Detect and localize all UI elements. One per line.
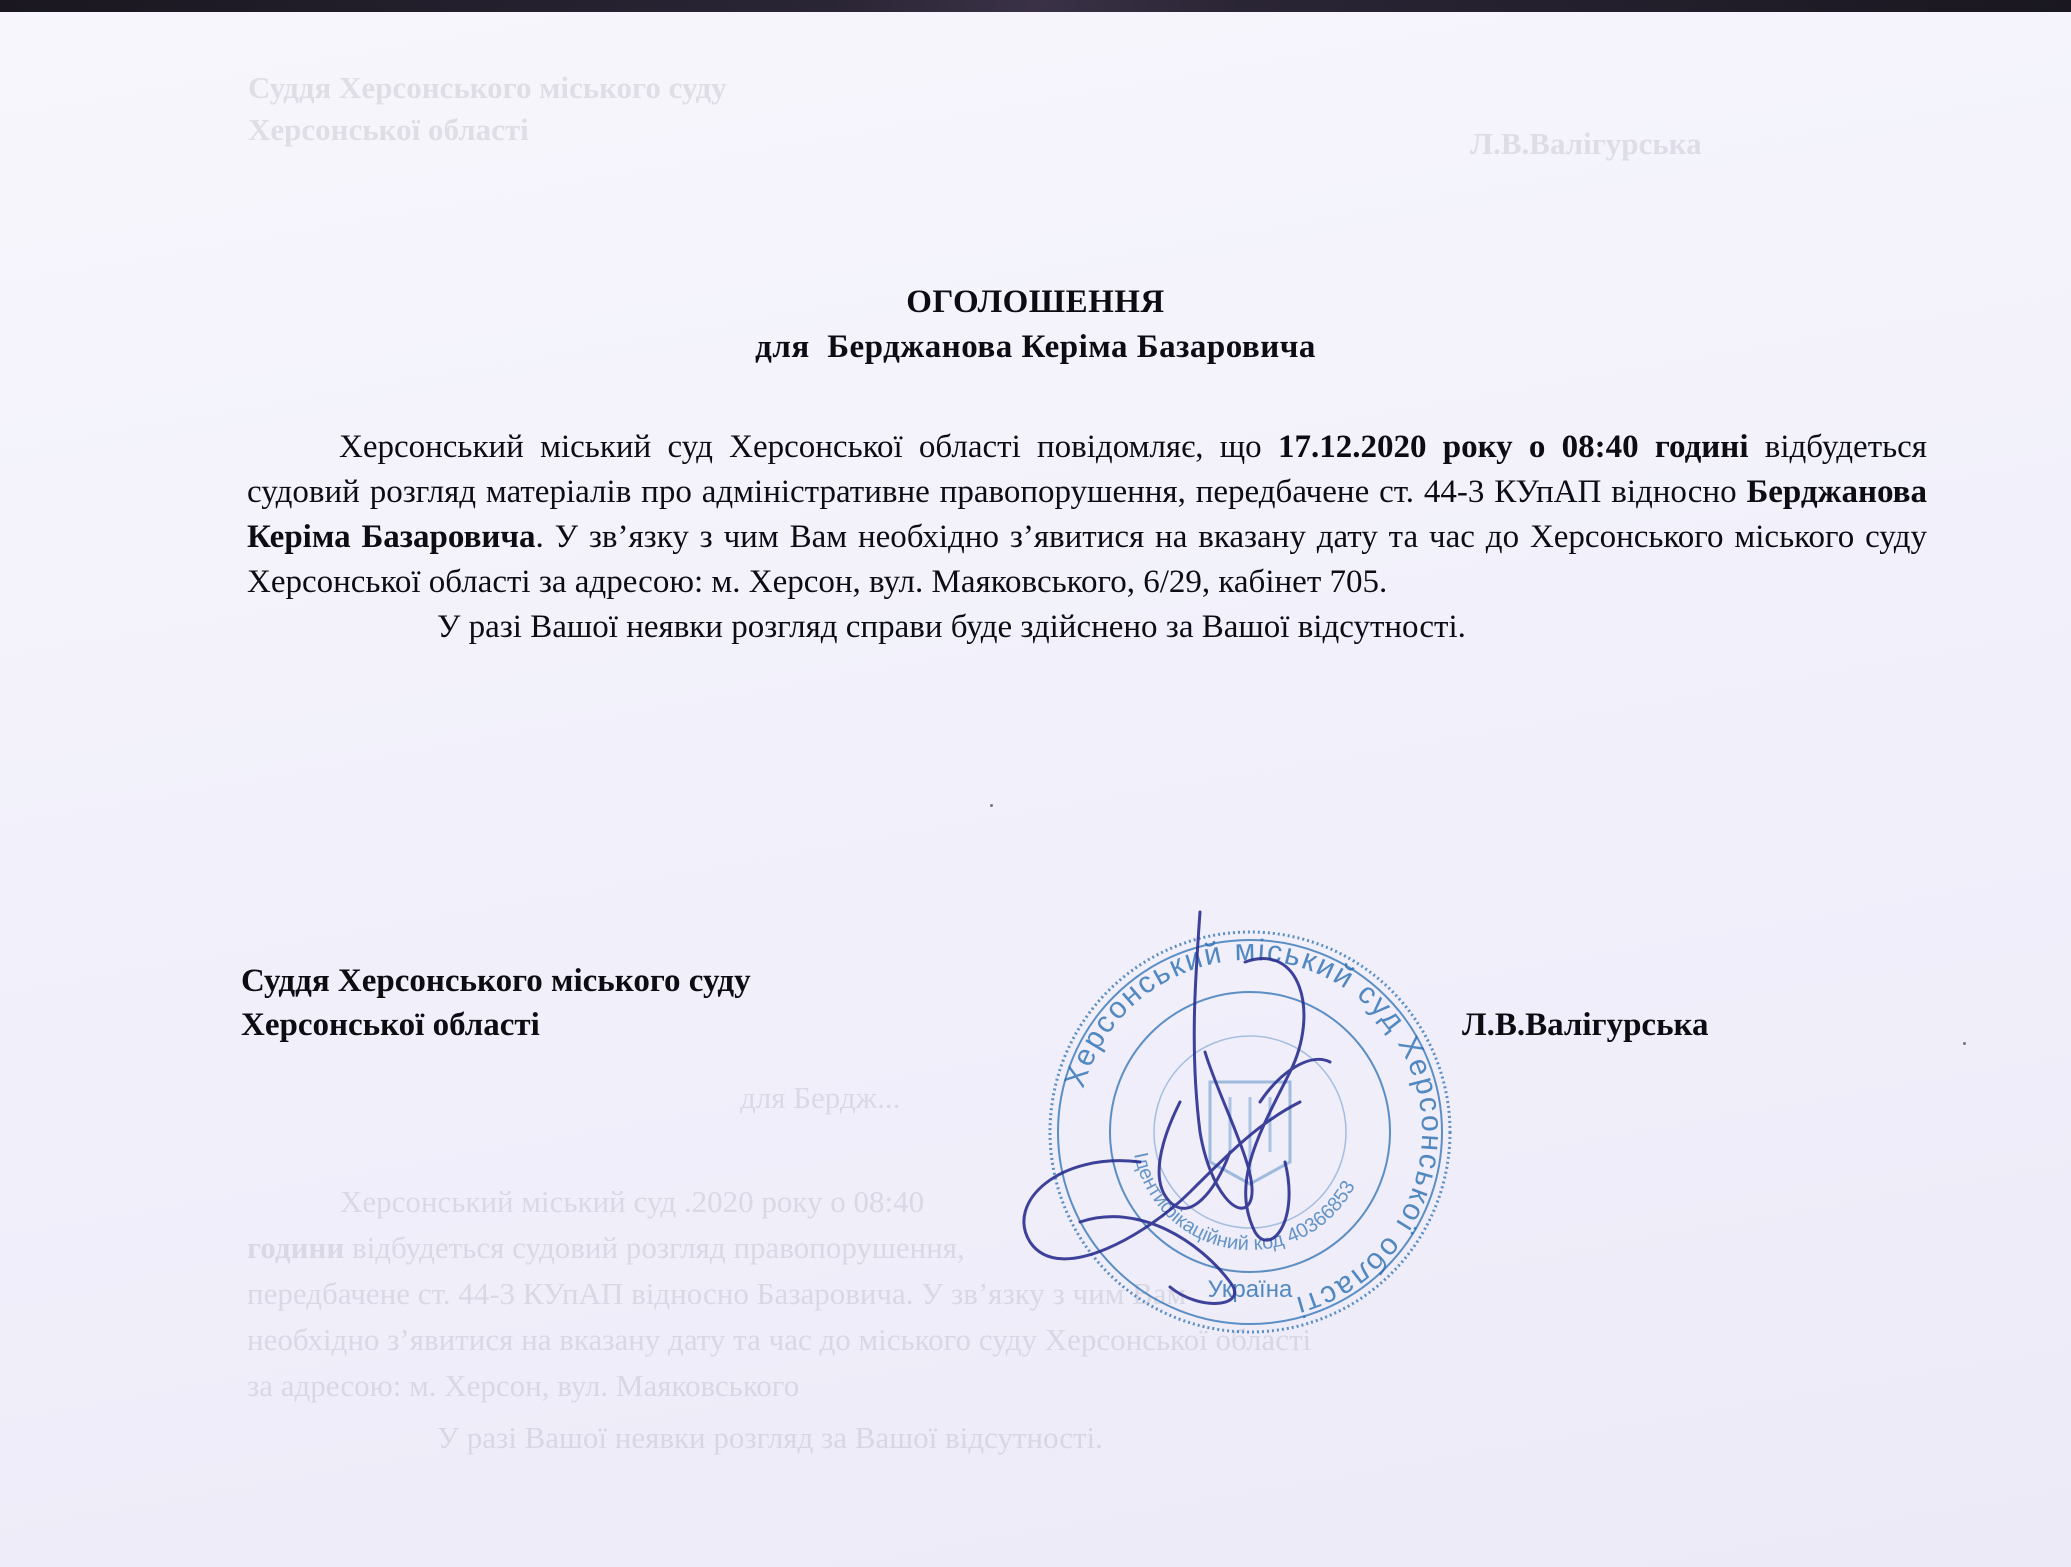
person-name: Берджанова Керіма Базаровича (247, 474, 1927, 555)
seal-outer-text-path: Херсонський міський суд Херсонської області (1058, 933, 1449, 1324)
hearing-datetime: 17.12.2020 року о 08:40 годині (1277, 429, 1749, 465)
hearing-subject: відбудеться судовий розгляд матеріалів про адміністративне правопорушення, передбачене ст. 44-3 КУпАП відносно (247, 429, 1927, 510)
show-through-text: Херсонський міський суд .2020 року о 08:40 (340, 1184, 925, 1219)
scan-speck (1963, 1042, 1966, 1045)
show-through-text: У разі Вашої неявки розгляд за Вашої відсутності. (437, 1420, 1103, 1455)
show-through-text: Суддя Херсонського міського суду (248, 70, 727, 105)
document-page (0, 12, 2071, 1567)
seal-inner-text-path: Ідентифікаційний код 40366853 (1129, 1150, 1360, 1256)
addressee-prefix: для (755, 329, 810, 365)
show-through-text: години відбудеться судовий розгляд правопорушення, (247, 1230, 965, 1265)
seal-country: Україна (1207, 1276, 1293, 1303)
announcement-addressee (0, 329, 2071, 366)
absence-notice: У разі Вашої неявки розгляд справи буде здійснено за Вашої відсутності. (437, 609, 1466, 645)
show-through-text: передбачене ст. 44-3 КУпАП відносно Базаровича. У зв’язку з чим Вам (247, 1276, 1187, 1311)
judge-position-line2: Херсонської області (241, 1007, 540, 1043)
judge-name: Л.В.Валігурська (1462, 1007, 1709, 1043)
judge-position-line1: Суддя Херсонського міського суду (241, 963, 751, 999)
addressee-name: Берджанова Керіма Базаровича (827, 329, 1316, 365)
show-through-text: необхідно з’явитися на вказану дату та час до міського суду Херсонської області (247, 1322, 1312, 1357)
show-through-text: Херсонської області (248, 112, 529, 147)
scan-top-edge (0, 0, 2071, 12)
announcement-title: ОГОЛОШЕННЯ (906, 284, 1165, 320)
scan-speck (990, 804, 993, 807)
show-through-text: Л.В.Валігурська (1470, 126, 1702, 161)
show-through-text: за адресою: м. Херсон, вул. Маяковського (247, 1368, 800, 1403)
body-paragraph (247, 425, 1927, 605)
handwritten-signature (1000, 902, 1380, 1322)
judge-position (241, 959, 751, 1047)
appearance-instructions: . У зв’язку з чим Вам необхідно з’явитися на вказану дату та час до Херсонського міського суду Херсонської області за адресою: м. Херсон, вул. Маяковського, 6/29, кабінет 705. (247, 519, 1927, 600)
announcement-body (247, 425, 1927, 650)
court-notice: Херсонський міський суд Херсонської області повідомляє, що (339, 429, 1278, 465)
show-through-text: для Бердж... (740, 1080, 901, 1115)
